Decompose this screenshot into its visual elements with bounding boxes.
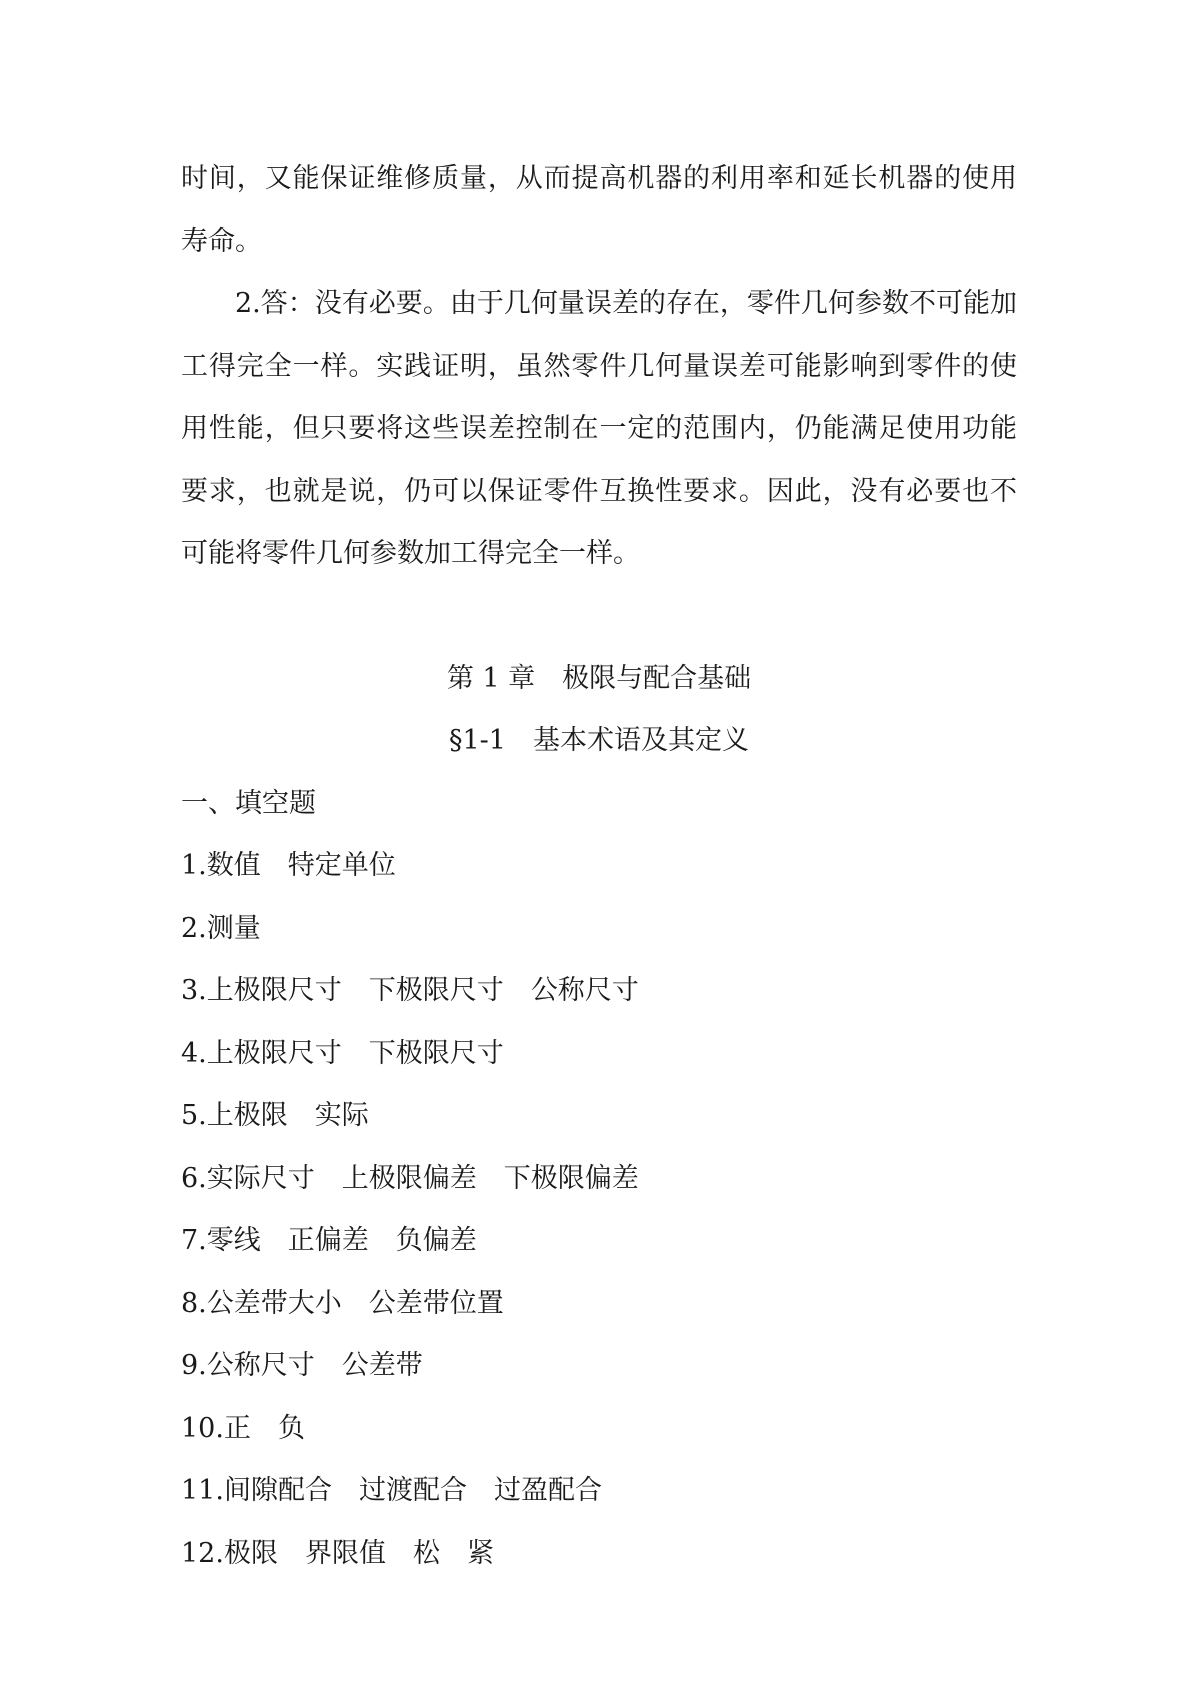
answer-item: 1.数值 特定单位 xyxy=(181,850,396,881)
document-page xyxy=(181,148,1017,1585)
answer-item: 12.极限 界限值 松 紧 xyxy=(181,1537,494,1569)
answer-item: 6.实际尺寸 上极限偏差 下极限偏差 xyxy=(181,1162,639,1194)
answer-item: 3.上极限尺寸 下极限尺寸 公称尺寸 xyxy=(181,975,639,1006)
answer-item: 5.上极限 实际 xyxy=(181,1100,369,1131)
paragraph-continuation: 时间，又能保证维修质量，从而提高机器的利用率和延长机器的使用寿命。 xyxy=(181,163,1017,257)
question-type-heading: 一、填空题 xyxy=(181,787,316,819)
section-title: §1-1 基本术语及其定义 xyxy=(449,725,749,756)
paragraph-answer-2: 2.答：没有必要。由于几何量误差的存在，零件几何参数不可能加工得完全一样。实践证明，虽然零件几何量误差可能影响到零件的使用性能，但只要将这些误差控制在一定的范围内，仍能满足使用功能要求，也就是说，仍可以保证零件互换性要求。因此，没有必要也不可能将零件几何参数加工得完全一样。 xyxy=(181,288,1017,569)
section-spacer xyxy=(181,586,1017,648)
answer-item: 7.零线 正偏差 负偏差 xyxy=(181,1225,477,1256)
chapter-title: 第 1 章 极限与配合基础 xyxy=(446,662,752,694)
answer-item: 10.正 负 xyxy=(181,1412,305,1444)
answer-item: 8.公差带大小 公差带位置 xyxy=(181,1287,504,1319)
answer-item: 2.测量 xyxy=(181,912,261,944)
answer-item: 4.上极限尺寸 下极限尺寸 xyxy=(181,1037,504,1069)
answer-item: 9.公称尺寸 公差带 xyxy=(181,1350,423,1381)
answer-item: 11.间隙配合 过渡配合 过盈配合 xyxy=(181,1475,602,1506)
